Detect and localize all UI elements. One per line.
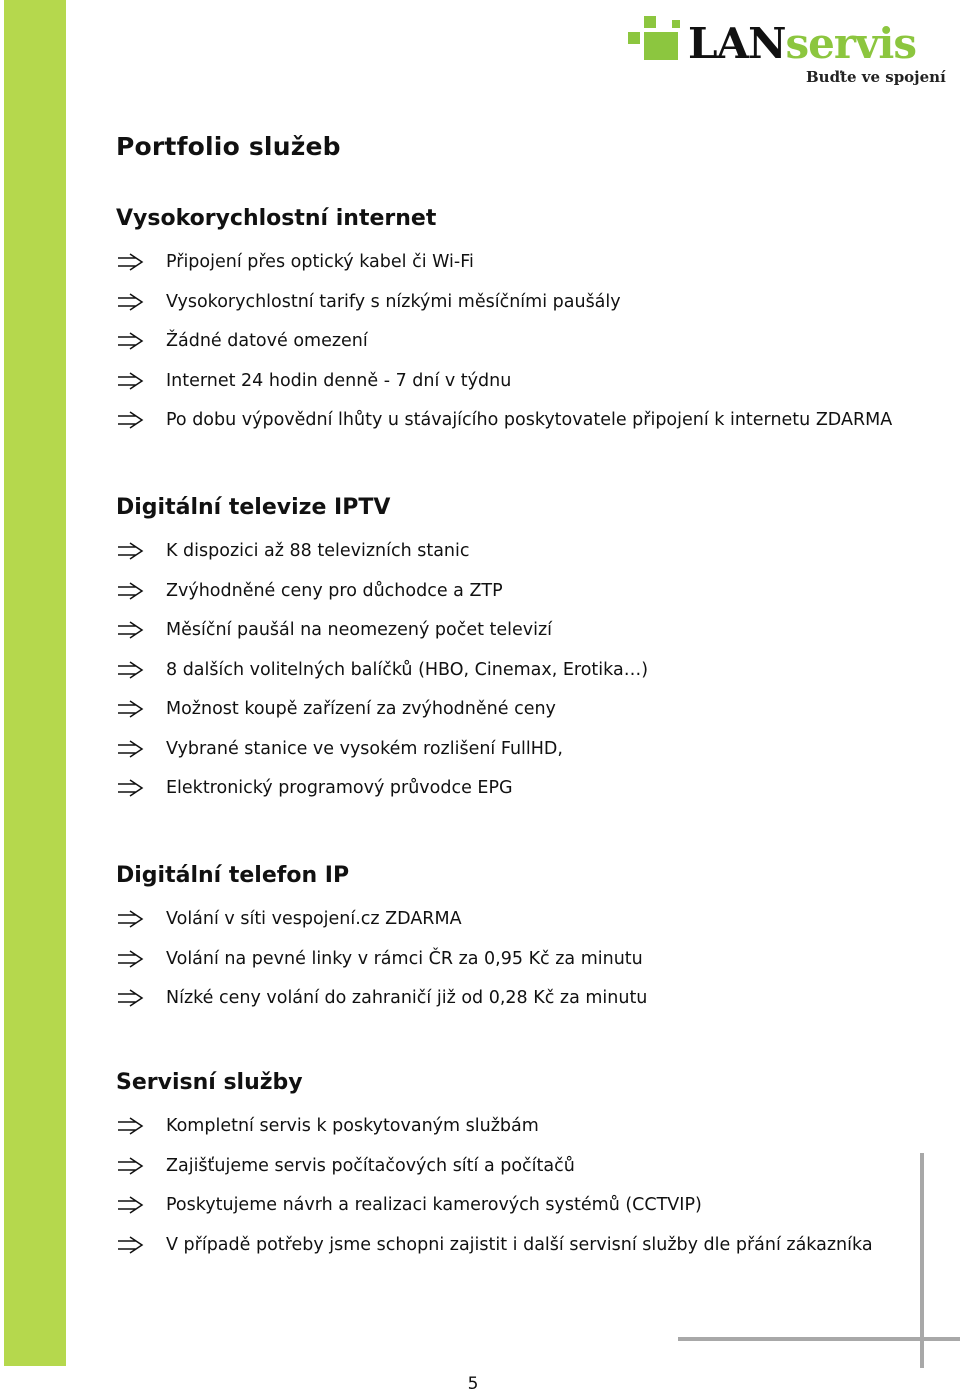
- list-item-text: Vybrané stanice ve vysokém rozlišení FullHD,: [166, 738, 563, 759]
- logo-text-lan: LAN: [688, 19, 786, 68]
- logo-wordmark: [688, 20, 916, 68]
- list-item: [116, 618, 553, 658]
- double-arrow-right-icon: [116, 737, 148, 761]
- item-list: [116, 539, 649, 816]
- section-heading: Vysokorychlostní internet: [116, 206, 437, 231]
- list-item-text: K dispozici až 88 televizních stanic: [166, 541, 470, 561]
- double-arrow-right-icon: [116, 369, 148, 393]
- logo-squares-icon: [626, 14, 686, 66]
- double-arrow-right-icon: [116, 250, 148, 274]
- list-item: [116, 408, 893, 448]
- section-heading: Digitální televize IPTV: [116, 495, 391, 520]
- list-item-text: Zvýhodněné ceny pro důchodce a ZTP: [166, 580, 503, 601]
- list-item-text: Elektronický programový průvodce EPG: [166, 778, 513, 798]
- double-arrow-right-icon: [116, 539, 148, 563]
- list-item-text: Volání v síti vespojení.cz ZDARMA: [166, 909, 462, 929]
- list-item: [116, 329, 436, 369]
- section-internet: [116, 204, 893, 448]
- item-list: [116, 1114, 873, 1272]
- section-services: [116, 1068, 873, 1272]
- list-item-text: Vysokorychlostní tarify s nízkými měsíčními paušály: [166, 291, 621, 312]
- double-arrow-right-icon: [116, 1233, 148, 1257]
- list-item-text: Žádné datové omezení: [166, 331, 368, 351]
- double-arrow-right-icon: [116, 1114, 148, 1138]
- company-logo: [626, 14, 946, 94]
- double-arrow-right-icon: [116, 658, 148, 682]
- double-arrow-right-icon: [116, 947, 148, 971]
- double-arrow-right-icon: [116, 290, 148, 314]
- list-item: [116, 986, 648, 1026]
- double-arrow-right-icon: [116, 329, 148, 353]
- section-iptv: [116, 493, 649, 816]
- list-item: [116, 1114, 539, 1154]
- section-heading: Servisní služby: [116, 1070, 303, 1095]
- list-item: [116, 737, 563, 777]
- page-title: Portfolio služeb: [116, 132, 341, 161]
- section-heading: Digitální telefon IP: [116, 863, 350, 888]
- list-item-text: Zajišťujeme servis počítačových sítí a počítačů: [166, 1155, 575, 1176]
- list-item-text: Připojení přes optický kabel či Wi-Fi: [166, 252, 474, 272]
- list-item-text: Po dobu výpovědní lhůty u stávajícího poskytovatele připojení k internetu ZDARMA: [166, 410, 893, 430]
- list-item: [116, 250, 474, 290]
- list-item: [116, 539, 470, 579]
- list-item: [116, 697, 556, 737]
- item-list: [116, 907, 648, 1026]
- double-arrow-right-icon: [116, 1193, 148, 1217]
- list-item-text: Nízké ceny volání do zahraničí již od 0,28 Kč za minutu: [166, 988, 648, 1008]
- double-arrow-right-icon: [116, 907, 148, 931]
- list-item-text: Poskytujeme návrh a realizaci kamerových systémů (CCTVIP): [166, 1195, 702, 1215]
- double-arrow-right-icon: [116, 408, 148, 432]
- list-item-text: Měsíční paušál na neomezený počet televizí: [166, 620, 553, 640]
- list-item-text: Volání na pevné linky v rámci ČR za 0,95 Kč za minutu: [166, 948, 643, 969]
- list-item: [116, 579, 503, 619]
- list-item: [116, 1193, 702, 1233]
- double-arrow-right-icon: [116, 1154, 148, 1178]
- page-number: 5: [467, 1374, 479, 1394]
- section-ip-phone: [116, 861, 648, 1026]
- list-item-text: Možnost koupě zařízení za zvýhodněné ceny: [166, 699, 556, 719]
- list-item: [116, 947, 643, 987]
- decorative-side-bar: [4, 0, 66, 1366]
- list-item: [116, 369, 512, 409]
- list-item: [116, 907, 462, 947]
- item-list: [116, 250, 893, 448]
- list-item: [116, 1154, 575, 1194]
- list-item: [116, 658, 649, 698]
- logo-text-servis: servis: [785, 19, 917, 68]
- list-item-text: Internet 24 hodin denně - 7 dní v týdnu: [166, 370, 512, 391]
- list-item: [116, 776, 513, 816]
- list-item: [116, 1233, 873, 1273]
- decorative-horizontal-line: [678, 1337, 960, 1341]
- list-item-text: V případě potřeby jsme schopni zajistit i další servisní služby dle přání zákazníka: [166, 1234, 873, 1255]
- double-arrow-right-icon: [116, 579, 148, 603]
- double-arrow-right-icon: [116, 618, 148, 642]
- logo-slogan: Buďte ve spojení: [806, 68, 946, 86]
- double-arrow-right-icon: [116, 776, 148, 800]
- list-item: [116, 290, 621, 330]
- double-arrow-right-icon: [116, 986, 148, 1010]
- list-item-text: Kompletní servis k poskytovaným službám: [166, 1116, 539, 1136]
- decorative-vertical-line: [920, 1153, 924, 1368]
- double-arrow-right-icon: [116, 697, 148, 721]
- list-item-text: 8 dalších volitelných balíčků (HBO, Cinemax, Erotika…): [166, 659, 649, 680]
